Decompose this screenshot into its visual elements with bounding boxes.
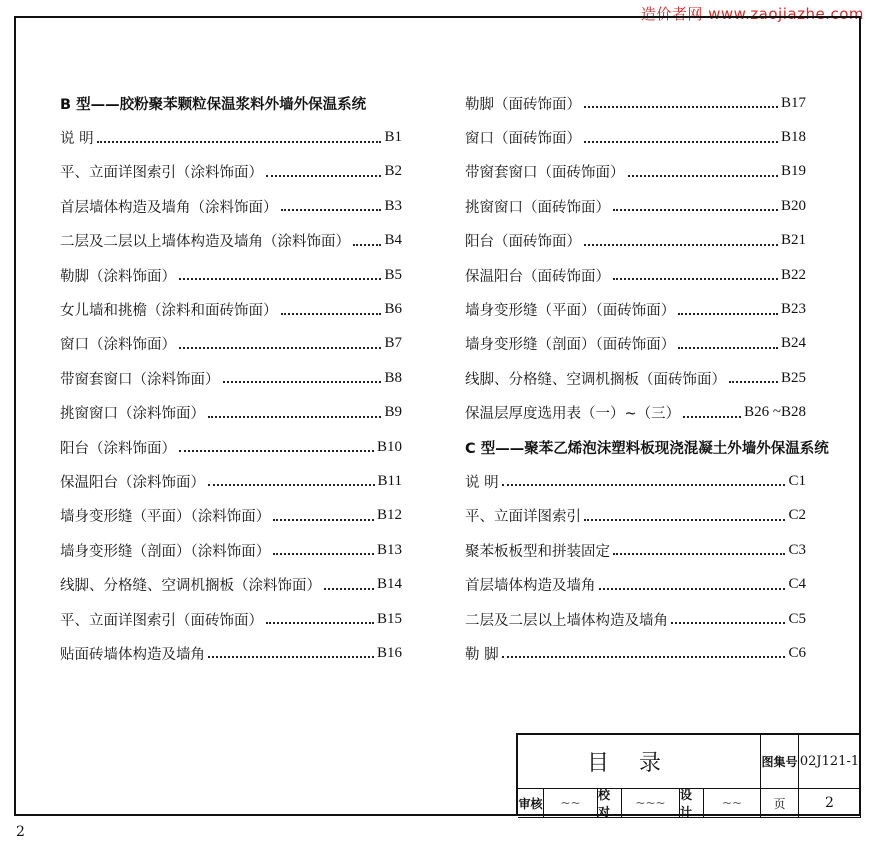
dot-leader bbox=[281, 313, 382, 315]
toc-entry bbox=[465, 224, 806, 258]
toc-entry-label: 说 明 bbox=[60, 131, 94, 148]
toc-entry-label: 墙身变形缝（平面）（面砖饰面） bbox=[465, 303, 676, 320]
toc-entry-label: 保温阳台（面砖饰面） bbox=[465, 268, 610, 285]
toc-entry bbox=[465, 396, 806, 430]
toc-entry bbox=[465, 464, 806, 498]
dot-leader bbox=[273, 553, 374, 555]
toc-entry-label: 贴面砖墙体构造及墙角 bbox=[60, 646, 205, 663]
atlas-number: 02J121-1 bbox=[799, 735, 861, 789]
dot-leader bbox=[208, 656, 374, 658]
toc-entry-code: B13 bbox=[376, 541, 402, 558]
toc-entry-label: 线脚、分格缝、空调机搁板（面砖饰面） bbox=[465, 371, 726, 388]
check-signature: ~~~ bbox=[622, 789, 680, 818]
toc-entry-code: B3 bbox=[384, 197, 402, 214]
toc-entry-code: C6 bbox=[788, 644, 806, 661]
toc-entry-code: B17 bbox=[780, 94, 806, 111]
toc-entry bbox=[60, 155, 402, 189]
toc-entry bbox=[465, 602, 806, 636]
toc-entry-label: 墙身变形缝（平面）（涂料饰面） bbox=[60, 509, 271, 526]
dot-leader bbox=[281, 209, 382, 211]
page-label: 页 bbox=[761, 789, 799, 818]
dot-leader bbox=[502, 484, 786, 486]
design-signature: ~~ bbox=[704, 789, 761, 818]
toc-entry bbox=[465, 258, 806, 292]
section-heading-b: B 型——胶粉聚苯颗粒保温浆料外墙外保温系统 bbox=[60, 96, 367, 113]
watermark: 造价者网 www.zaojiazhe.com bbox=[640, 5, 864, 23]
toc-entry-label: 保温阳台（涂料饰面） bbox=[60, 474, 205, 491]
toc-entry bbox=[60, 224, 402, 258]
review-signature: ~~ bbox=[544, 789, 598, 818]
toc-entry bbox=[60, 430, 402, 464]
dot-leader bbox=[208, 416, 381, 418]
toc-entry bbox=[60, 499, 402, 533]
dot-leader bbox=[613, 209, 778, 211]
title-block-title: 目录 bbox=[518, 735, 761, 789]
dot-leader bbox=[584, 244, 778, 246]
toc-entry bbox=[60, 120, 402, 154]
toc-entry-code: C2 bbox=[788, 507, 806, 524]
toc-entry-code: C5 bbox=[788, 610, 806, 627]
dot-leader bbox=[584, 141, 778, 143]
toc-entry-label: 女儿墙和挑檐（涂料和面砖饰面） bbox=[60, 303, 278, 320]
toc-entry bbox=[60, 258, 402, 292]
toc-entry-code: B4 bbox=[384, 232, 402, 249]
toc-entry-label: 保温层厚度选用表（一）~（三） bbox=[465, 406, 681, 423]
title-block bbox=[516, 733, 861, 819]
atlas-label: 图集号 bbox=[761, 735, 799, 789]
dot-leader bbox=[628, 175, 778, 177]
toc-entry bbox=[60, 602, 402, 636]
toc-entry bbox=[465, 327, 806, 361]
toc-entry-label: 阳台（面砖饰面） bbox=[465, 234, 581, 251]
toc-entry-code: B9 bbox=[384, 404, 402, 421]
dot-leader bbox=[179, 347, 381, 349]
dot-leader bbox=[683, 416, 741, 418]
toc-entry-code: B11 bbox=[377, 472, 402, 489]
toc-entry-code: B10 bbox=[376, 438, 402, 455]
dot-leader bbox=[729, 381, 778, 383]
review-label: 审核 bbox=[518, 789, 544, 818]
toc-entry bbox=[60, 361, 402, 395]
toc-entry-code: B2 bbox=[384, 163, 402, 180]
toc-entry-label: 挑窗窗口（面砖饰面） bbox=[465, 199, 610, 216]
dot-leader bbox=[179, 278, 381, 280]
toc-entry bbox=[465, 189, 806, 223]
toc-entry-code: B20 bbox=[780, 197, 806, 214]
toc-entry-label: 平、立面详图索引（面砖饰面） bbox=[60, 612, 263, 629]
toc-entry bbox=[465, 155, 806, 189]
toc-entry-label: 墙身变形缝（剖面）（面砖饰面） bbox=[465, 337, 676, 354]
toc-entry-label: 首层墙体构造及墙角 bbox=[465, 578, 596, 595]
toc-entry-label: 说 明 bbox=[465, 474, 499, 491]
dot-leader bbox=[584, 106, 778, 108]
toc-entry-label: 平、立面详图索引（涂料饰面） bbox=[60, 165, 263, 182]
toc-left-column bbox=[60, 86, 402, 671]
toc-entry-code: B7 bbox=[384, 335, 402, 352]
dot-leader bbox=[678, 313, 778, 315]
toc-entry-label: 阳台（涂料饰面） bbox=[60, 440, 176, 457]
page-number: 2 bbox=[16, 824, 25, 840]
dot-leader bbox=[678, 347, 778, 349]
toc-entry-label: 聚苯板板型和拼装固定 bbox=[465, 543, 610, 560]
dot-leader bbox=[266, 175, 381, 177]
toc-entry-code: B18 bbox=[780, 129, 806, 146]
dot-leader bbox=[599, 588, 786, 590]
toc-entry bbox=[60, 464, 402, 498]
dot-leader bbox=[613, 553, 785, 555]
toc-entry-label: 勒脚（面砖饰面） bbox=[465, 96, 581, 113]
toc-entry bbox=[465, 292, 806, 326]
toc-entry-code: B1 bbox=[384, 129, 402, 146]
toc-entry bbox=[60, 292, 402, 326]
toc-entry bbox=[465, 636, 806, 670]
dot-leader bbox=[584, 519, 785, 521]
toc-entry bbox=[60, 396, 402, 430]
toc-entry bbox=[60, 636, 402, 670]
toc-entry-label: 线脚、分格缝、空调机搁板（涂料饰面） bbox=[60, 578, 321, 595]
dot-leader bbox=[613, 278, 778, 280]
toc-entry-label: 二层及二层以上墙体构造及墙角（涂料饰面） bbox=[60, 234, 350, 251]
toc-entry-code: B15 bbox=[376, 610, 402, 627]
toc-entry-label: 挑窗窗口（涂料饰面） bbox=[60, 406, 205, 423]
toc-entry-code: B12 bbox=[376, 507, 402, 524]
toc-entry-code: B19 bbox=[780, 163, 806, 180]
toc-entry bbox=[465, 120, 806, 154]
dot-leader bbox=[324, 588, 374, 590]
toc-entry bbox=[60, 567, 402, 601]
dot-leader bbox=[179, 450, 374, 452]
toc-entry-code: B24 bbox=[780, 335, 806, 352]
toc-entry-code: B21 bbox=[780, 232, 806, 249]
dot-leader bbox=[353, 244, 381, 246]
toc-entry bbox=[465, 86, 806, 120]
page-number-cell: 2 bbox=[799, 789, 861, 818]
toc-entry bbox=[60, 189, 402, 223]
dot-leader bbox=[266, 622, 374, 624]
toc-entry-code: C1 bbox=[788, 472, 806, 489]
toc-entry-code: B6 bbox=[384, 301, 402, 318]
toc-entry-code: C4 bbox=[788, 576, 806, 593]
toc-entry bbox=[465, 567, 806, 601]
dot-leader bbox=[273, 519, 374, 521]
dot-leader bbox=[223, 381, 382, 383]
toc-entry-label: 窗口（涂料饰面） bbox=[60, 337, 176, 354]
toc-entry bbox=[60, 327, 402, 361]
toc-entry-code: B5 bbox=[384, 266, 402, 283]
toc-entry-code: B25 bbox=[780, 369, 806, 386]
toc-entry-code: B14 bbox=[376, 576, 402, 593]
check-label: 校对 bbox=[598, 789, 622, 818]
toc-entry bbox=[60, 533, 402, 567]
toc-entry-code: B26 ~B28 bbox=[744, 404, 806, 421]
toc-entry bbox=[465, 499, 806, 533]
toc-entry-label: 勒 脚 bbox=[465, 646, 499, 663]
toc-entry-label: 勒脚（涂料饰面） bbox=[60, 268, 176, 285]
dot-leader bbox=[502, 656, 786, 658]
toc-entry-label: 带窗套窗口（面砖饰面） bbox=[465, 165, 625, 182]
toc-entry-label: 窗口（面砖饰面） bbox=[465, 131, 581, 148]
toc-entry-code: B22 bbox=[780, 266, 806, 283]
toc-entry-code: B23 bbox=[780, 301, 806, 318]
toc-entry-label: 墙身变形缝（剖面）（涂料饰面） bbox=[60, 543, 271, 560]
toc-entry-code: C3 bbox=[788, 541, 806, 558]
toc-entry-code: B8 bbox=[384, 369, 402, 386]
section-heading-c: C 型——聚苯乙烯泡沫塑料板现浇混凝土外墙外保温系统 bbox=[465, 440, 829, 457]
toc-entry-label: 二层及二层以上墙体构造及墙角 bbox=[465, 612, 668, 629]
toc-entry-label: 平、立面详图索引 bbox=[465, 509, 581, 526]
dot-leader bbox=[97, 141, 382, 143]
dot-leader bbox=[671, 622, 785, 624]
toc-entry-label: 首层墙体构造及墙角（涂料饰面） bbox=[60, 199, 278, 216]
toc-entry-code: B16 bbox=[376, 644, 402, 661]
toc-entry bbox=[465, 533, 806, 567]
toc-entry-label: 带窗套窗口（涂料饰面） bbox=[60, 371, 220, 388]
design-label: 设计 bbox=[680, 789, 704, 818]
dot-leader bbox=[208, 484, 375, 486]
toc-entry bbox=[465, 361, 806, 395]
toc-right-column bbox=[465, 86, 829, 671]
